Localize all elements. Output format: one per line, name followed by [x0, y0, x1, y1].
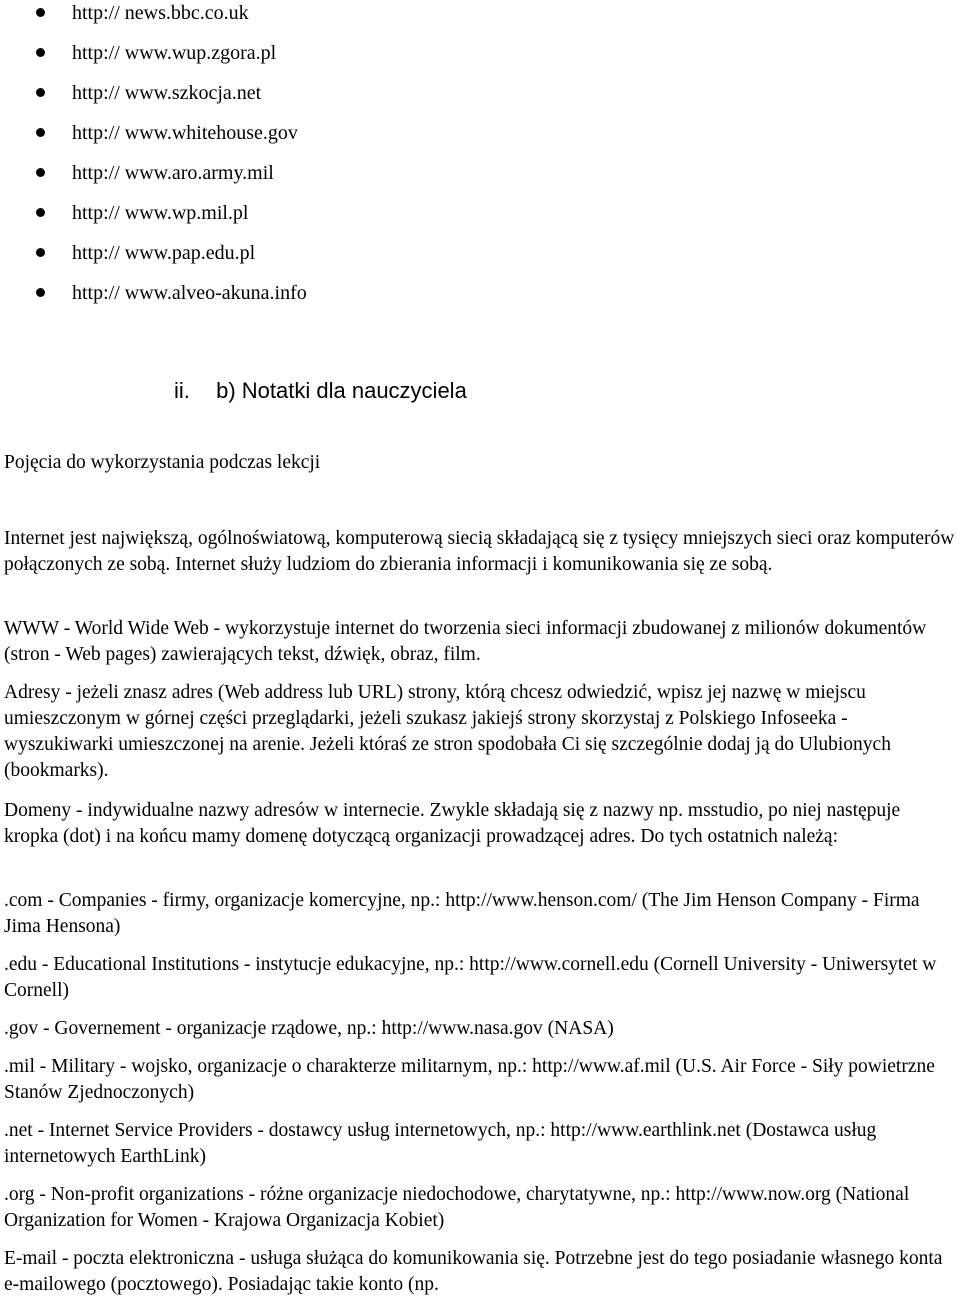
paragraph-internet: Internet jest największą, ogólnoświatową, komputerową siecią składającą się z tysięcy mniejszych sieci oraz komputerów połączonych ze sobą. Internet służy ludziom do zbierania informacji i komunikowania się ze sobą.: [4, 528, 955, 575]
list-item: [0, 120, 700, 146]
bullet-icon: [36, 8, 45, 17]
paragraph-mil: .mil - Military - wojsko, organizacje o charakterze militarnym, np.: http://www.af.mil (U.S. Air Force - Siły powietrzne Stanów Zjednoczonych): [4, 1056, 935, 1103]
section-title: b) Notatki dla nauczyciela: [216, 378, 467, 403]
paragraph-adresy: Adresy - jeżeli znasz adres (Web address lub URL) strony, którą chcesz odwiedzić, wpisz jej nazwę w miejscu umieszczonym w górnej części przeglądarki, jeżeli szukasz jakiejś strony skorzystaj z Polskiego Infoseeka - wyszukiwarki umieszczonej na arenie. Jeżeli któraś ze stron spodobała Ci się szczególnie dodaj ją do Ulubionych (bookmarks).: [4, 682, 891, 781]
link-text: http:// www.szkocja.net: [72, 82, 262, 104]
bullet-icon: [36, 288, 45, 297]
link-text: http:// www.pap.edu.pl: [72, 242, 256, 264]
list-item: [0, 160, 700, 186]
paragraph-org: .org - Non-profit organizations - różne organizacje niedochodowe, charytatywne, np.: http://www.now.org (National Organization for Women - Krajowa Organizacja Kobiet): [4, 1184, 910, 1231]
bullet-icon: [36, 208, 45, 217]
list-item: [0, 280, 700, 306]
list-item: [0, 240, 700, 266]
bullet-icon: [36, 88, 45, 97]
paragraph-www: WWW - World Wide Web - wykorzystuje internet do tworzenia sieci informacji zbudowanej z milionów dokumentów (stron - Web pages) zawierających tekst, dźwięk, obraz, film.: [4, 618, 927, 665]
paragraph-intro: Pojęcia do wykorzystania podczas lekcji: [4, 452, 321, 473]
link-text: http:// news.bbc.co.uk: [72, 2, 249, 24]
paragraph-gov: .gov - Governement - organizacje rządowe, np.: http://www.nasa.gov (NASA): [4, 1018, 614, 1039]
bullet-icon: [36, 128, 45, 137]
link-text: http:// www.wp.mil.pl: [72, 202, 249, 224]
bullet-icon: [36, 168, 45, 177]
paragraph-net: .net - Internet Service Providers - dostawcy usług internetowych, np.: http://www.earthlink.net (Dostawca usług internetowych EarthLink): [4, 1120, 877, 1167]
list-item: [0, 200, 700, 226]
section-number: ii.: [174, 378, 190, 403]
list-item: [0, 40, 700, 66]
paragraph-email: E-mail - poczta elektroniczna - usługa służąca do komunikowania się. Potrzebne jest do tego posiadanie własnego konta e-mailowego (pocztowego). Posiadając takie konto (np.: [4, 1248, 943, 1295]
bullet-icon: [36, 248, 45, 257]
link-text: http:// www.wup.zgora.pl: [72, 42, 277, 64]
link-text: http:// www.alveo-akuna.info: [72, 282, 307, 304]
bullet-icon: [36, 48, 45, 57]
list-item: [0, 80, 700, 106]
paragraph-edu: .edu - Educational Institutions - instytucje edukacyjne, np.: http://www.cornell.edu (Cornell University - Uniwersytet w Cornell): [4, 954, 937, 1001]
link-text: http:// www.whitehouse.gov: [72, 122, 298, 144]
link-text: http:// www.aro.army.mil: [72, 162, 274, 184]
paragraph-domeny: Domeny - indywidualne nazwy adresów w internecie. Zwykle składają się z nazwy np. msstudio, po niej następuje kropka (dot) i na końcu mamy domenę dotyczącą organizacji prowadzącej adres. Do tych ostatnich należą:: [4, 800, 901, 847]
section-heading: [174, 376, 467, 406]
paragraph-com: .com - Companies - firmy, organizacje komercyjne, np.: http://www.henson.com/ (The Jim Henson Company - Firma Jima Hensona): [4, 890, 920, 937]
list-item: [0, 0, 700, 26]
